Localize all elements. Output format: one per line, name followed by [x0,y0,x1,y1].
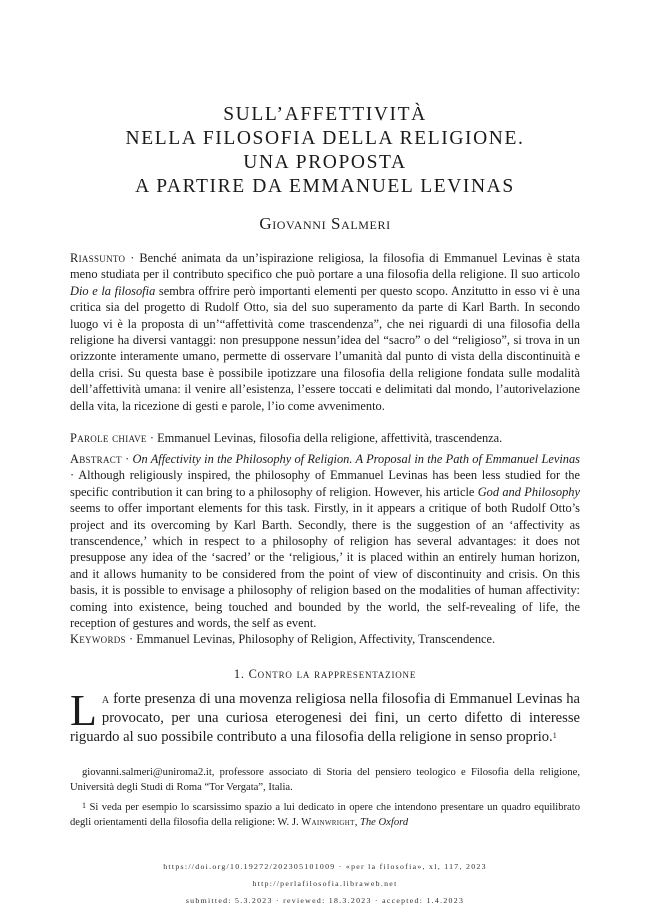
keywords-it-text: Emmanuel Levinas, filosofia della religione, affettività, trascendenza. [157,431,503,445]
abstract-it-cited-title: Dio e la filosofia [70,283,156,298]
keywords-english [70,631,580,647]
footnote-1 [70,801,580,830]
author-affiliation-note: giovanni.salmeri@uniroma2.it, professore associato di Storia del pensiero teologico e Filosofia della religione, Università degli Studi di Roma “Tor Vergata”, Italia. [70,767,580,793]
title-line-2: NELLA FILOSOFIA DELLA RELIGIONE. [125,128,525,149]
abstract-en-text: Although religiously inspired, the philosophy of Emmanuel Levinas has been less studied for the specific contribution it can bring to a philosophy of religion. However, his article [70,468,580,499]
abstract-it-text-continued: sembra offrire però importanti elementi per questo scopo. Anzitutto in esso vi è una critica sia del progetto di Rudolf Otto, sia del suo superamento da parte di Karl Barth. In secondo luogo vi è la proposta di un’“affettività come trascendenza”, che nei riguardi di una filosofia della religione ha diversi vantaggi: non presuppone nessun’idea del “sacro” o del “religioso”, si trova in un orizzonte interamente umano, permette di osservare l’umanità dal punto di vista della discontinuità e della crisi. Su questa base è possibile ipotizzare una filosofia della religione fondata sulle modalità dell’affettività umana: il venire all’esistenza, l’essere toccati e delimitati dal mondo, l’autorivelazione della vita, la ricezione di gesti e parole, l’io come avvenimento. [70,283,580,413]
abstract-it-separator: · [125,251,140,265]
abstract-english [70,451,580,631]
footnote-1-number: 1 [82,801,86,811]
journal-url[interactable]: http://perlafilosofia.libraweb.net [252,879,398,888]
footnote-1-text: Si veda per esempio lo scarsissimo spazio a lui dedicato in opere che intendono presentare un quadro equilibrato degli orientamenti della filosofia della religione: W. J. [70,802,580,828]
footnote-1-italic-title: The Oxford [359,816,409,828]
abstract-en-separator: · [121,452,133,466]
abstract-en-separator-2: · [70,468,79,483]
doi-line[interactable]: https://doi.org/10.19272/202305101009 · «per la filosofia», xl, 117, 2023 [163,862,487,871]
abstract-en-title: On Affectivity in the Philosophy of Religion. A Proposal in the Path of Emmanuel Levinas [132,452,581,466]
footnotes [70,766,580,830]
section-heading: 1. Contro la rappresentazione [233,667,417,681]
keywords-en-label: Keywords [70,632,126,646]
keywords-it-separator: · [146,431,158,445]
keywords-en-text: Emmanuel Levinas, Philosophy of Religion, Affectivity, Transcendence. [136,632,496,646]
abstract-italian [70,250,580,414]
keywords-italian [70,430,580,446]
footnote-1-text-continued: , [354,816,360,828]
intro-paragraph [70,686,580,747]
abstract-en-label: Abstract [70,452,122,466]
submission-dates: submitted: 5.3.2023 · reviewed: 18.3.2023 · accepted: 1.4.2023 [185,896,465,905]
abstract-it-label: Riassunto [70,251,126,265]
article-title [0,103,650,199]
footnote-ref-1[interactable]: 1 [552,731,557,740]
publication-metadata [0,858,650,909]
drop-cap: L [70,686,97,735]
title-line-4: A PARTIRE DA EMMANUEL LEVINAS [135,176,515,197]
footnote-1-author: Wainwright [301,816,355,828]
abstract-en-text-continued: seems to offer important elements for this task. Firstly, in it appears a critique of both Rudolf Otto’s project and its overcoming by Karl Barth. Secondly, there is the suggestion of an ‘affectivity as transcendence,’ which in respect to a philosophy of religion has several advantages: it does not presuppose any idea of the ‘sacred’ or the ‘religious,’ it is placed within an entirely human horizon, and it allows humanity to be considered from the point of view of discontinuity and crisis. On this basis, it is possible to envisage a philosophy of religion based on the modalities of human affectivity: coming into existence, being touched and bounded by the world, the self-revealing of life, the reception of gestures and words, the self as event. [70,501,580,631]
abstract-en-cited-work: God and Philosophy [477,484,580,499]
keywords-en-separator: · [125,632,137,646]
intro-first-word-rest: a [101,691,110,707]
title-line-1: SULL’AFFETTIVITÀ [223,104,427,125]
intro-text: forte presenza di una movenza religiosa nella filosofia di Emmanuel Levinas ha provocato, per una curiosa eterogenesi dei fini, un certo difetto di interesse riguardo al suo possibile contributo a una filosofia della religione in senso proprio. [70,691,580,745]
abstract-it-text: Benché animata da un’ispirazione religiosa, la filosofia di Emmanuel Levinas è stata meno studiata per il contributo specifico che può portare a una filosofia della religione. Il suo articolo [70,251,580,282]
title-line-3: UNA PROPOSTA [243,152,407,173]
author-name: Giovanni Salmeri [259,214,391,233]
keywords-it-label: Parole chiave [70,431,147,445]
